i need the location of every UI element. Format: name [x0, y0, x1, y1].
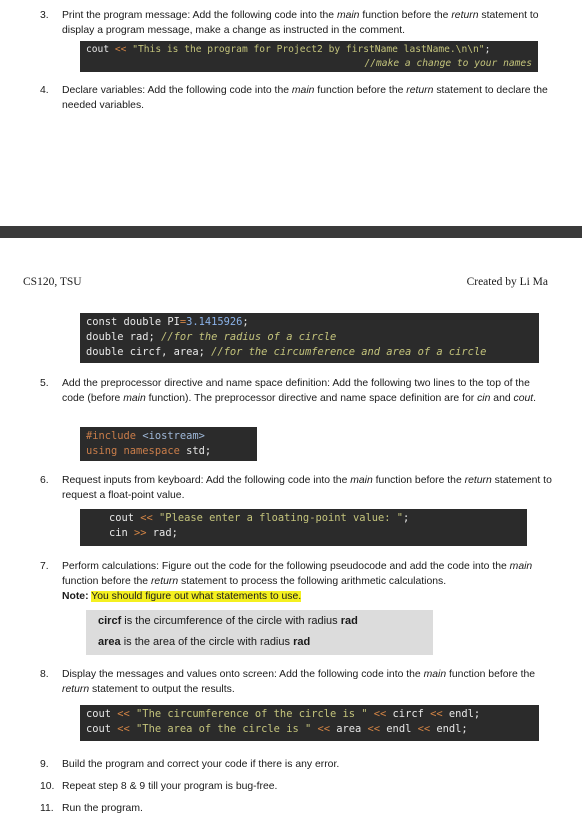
step-text: Build the program and correct your code if there is any error.	[62, 759, 340, 770]
step-text: Run the program.	[62, 803, 143, 814]
step-number: 8.	[40, 669, 49, 680]
code-block-step5: #include <iostream> using namespace std;	[80, 427, 257, 461]
step-text: Add the preprocessor directive and name space definition: Add the following two lines to the top of the code (before main function). The preprocessor directive and name space definition are for cin and cout.	[62, 378, 537, 404]
step-text: Display the messages and values onto screen: Add the following code into the main function before the return statement to output the results.	[62, 669, 536, 695]
step-number: 5.	[40, 378, 49, 389]
step-number: 3.	[40, 10, 49, 21]
step-text: Request inputs from keyboard: Add the following code into the main function before the return statement to request a float-point value.	[62, 475, 552, 501]
step-number: 9.	[40, 759, 49, 770]
step-number: 11.	[40, 803, 54, 814]
pseudocode-line-2: area is the area of the circle with radius rad	[98, 636, 311, 648]
page-separator	[0, 226, 582, 238]
step-text: Repeat step 8 & 9 till your program is bug-free.	[62, 781, 278, 792]
author-header: Created by Li Ma	[466, 276, 548, 288]
step-number: 6.	[40, 475, 49, 486]
step-number: 10.	[40, 781, 55, 792]
course-header: CS120, TSU	[23, 276, 82, 288]
page-top	[0, 0, 582, 230]
step-text: Perform calculations: Figure out the code for the following pseudocode and add the code into the main function before the return statement to process the following arithmetic calculations. Note: You should figure out what statements to use.	[62, 561, 533, 602]
step-number: 7.	[40, 561, 49, 572]
code-block-step8: cout << "The circumference of the circle is " << circf << endl; cout << "The area of the circle is " << area << endl << endl;	[80, 705, 539, 741]
step-number: 4.	[40, 85, 49, 96]
code-block-step6: cout << "Please enter a floating-point value: "; cin >> rad;	[80, 509, 527, 546]
code-block-step3: cout << "This is the program for Project2 by firstName lastName.\n\n"; //make a change to your names	[80, 41, 538, 72]
highlighted-note: You should figure out what statements to use.	[91, 591, 302, 602]
step-text: Print the program message: Add the following code into the main function before the return statement to display a program message, make a change as instructed in the comment.	[62, 10, 539, 36]
step-text: Declare variables: Add the following code into the main function before the return statement to declare the needed variables.	[62, 85, 548, 111]
pseudocode-box	[86, 610, 433, 655]
code-block-step4: const double PI=3.1415926; double rad; //for the radius of a circle double circf, area; //for the circumference and area of a circle	[80, 313, 539, 363]
pseudocode-line-1: circf is the circumference of the circle with radius rad	[98, 615, 358, 627]
page-bottom	[0, 238, 582, 815]
